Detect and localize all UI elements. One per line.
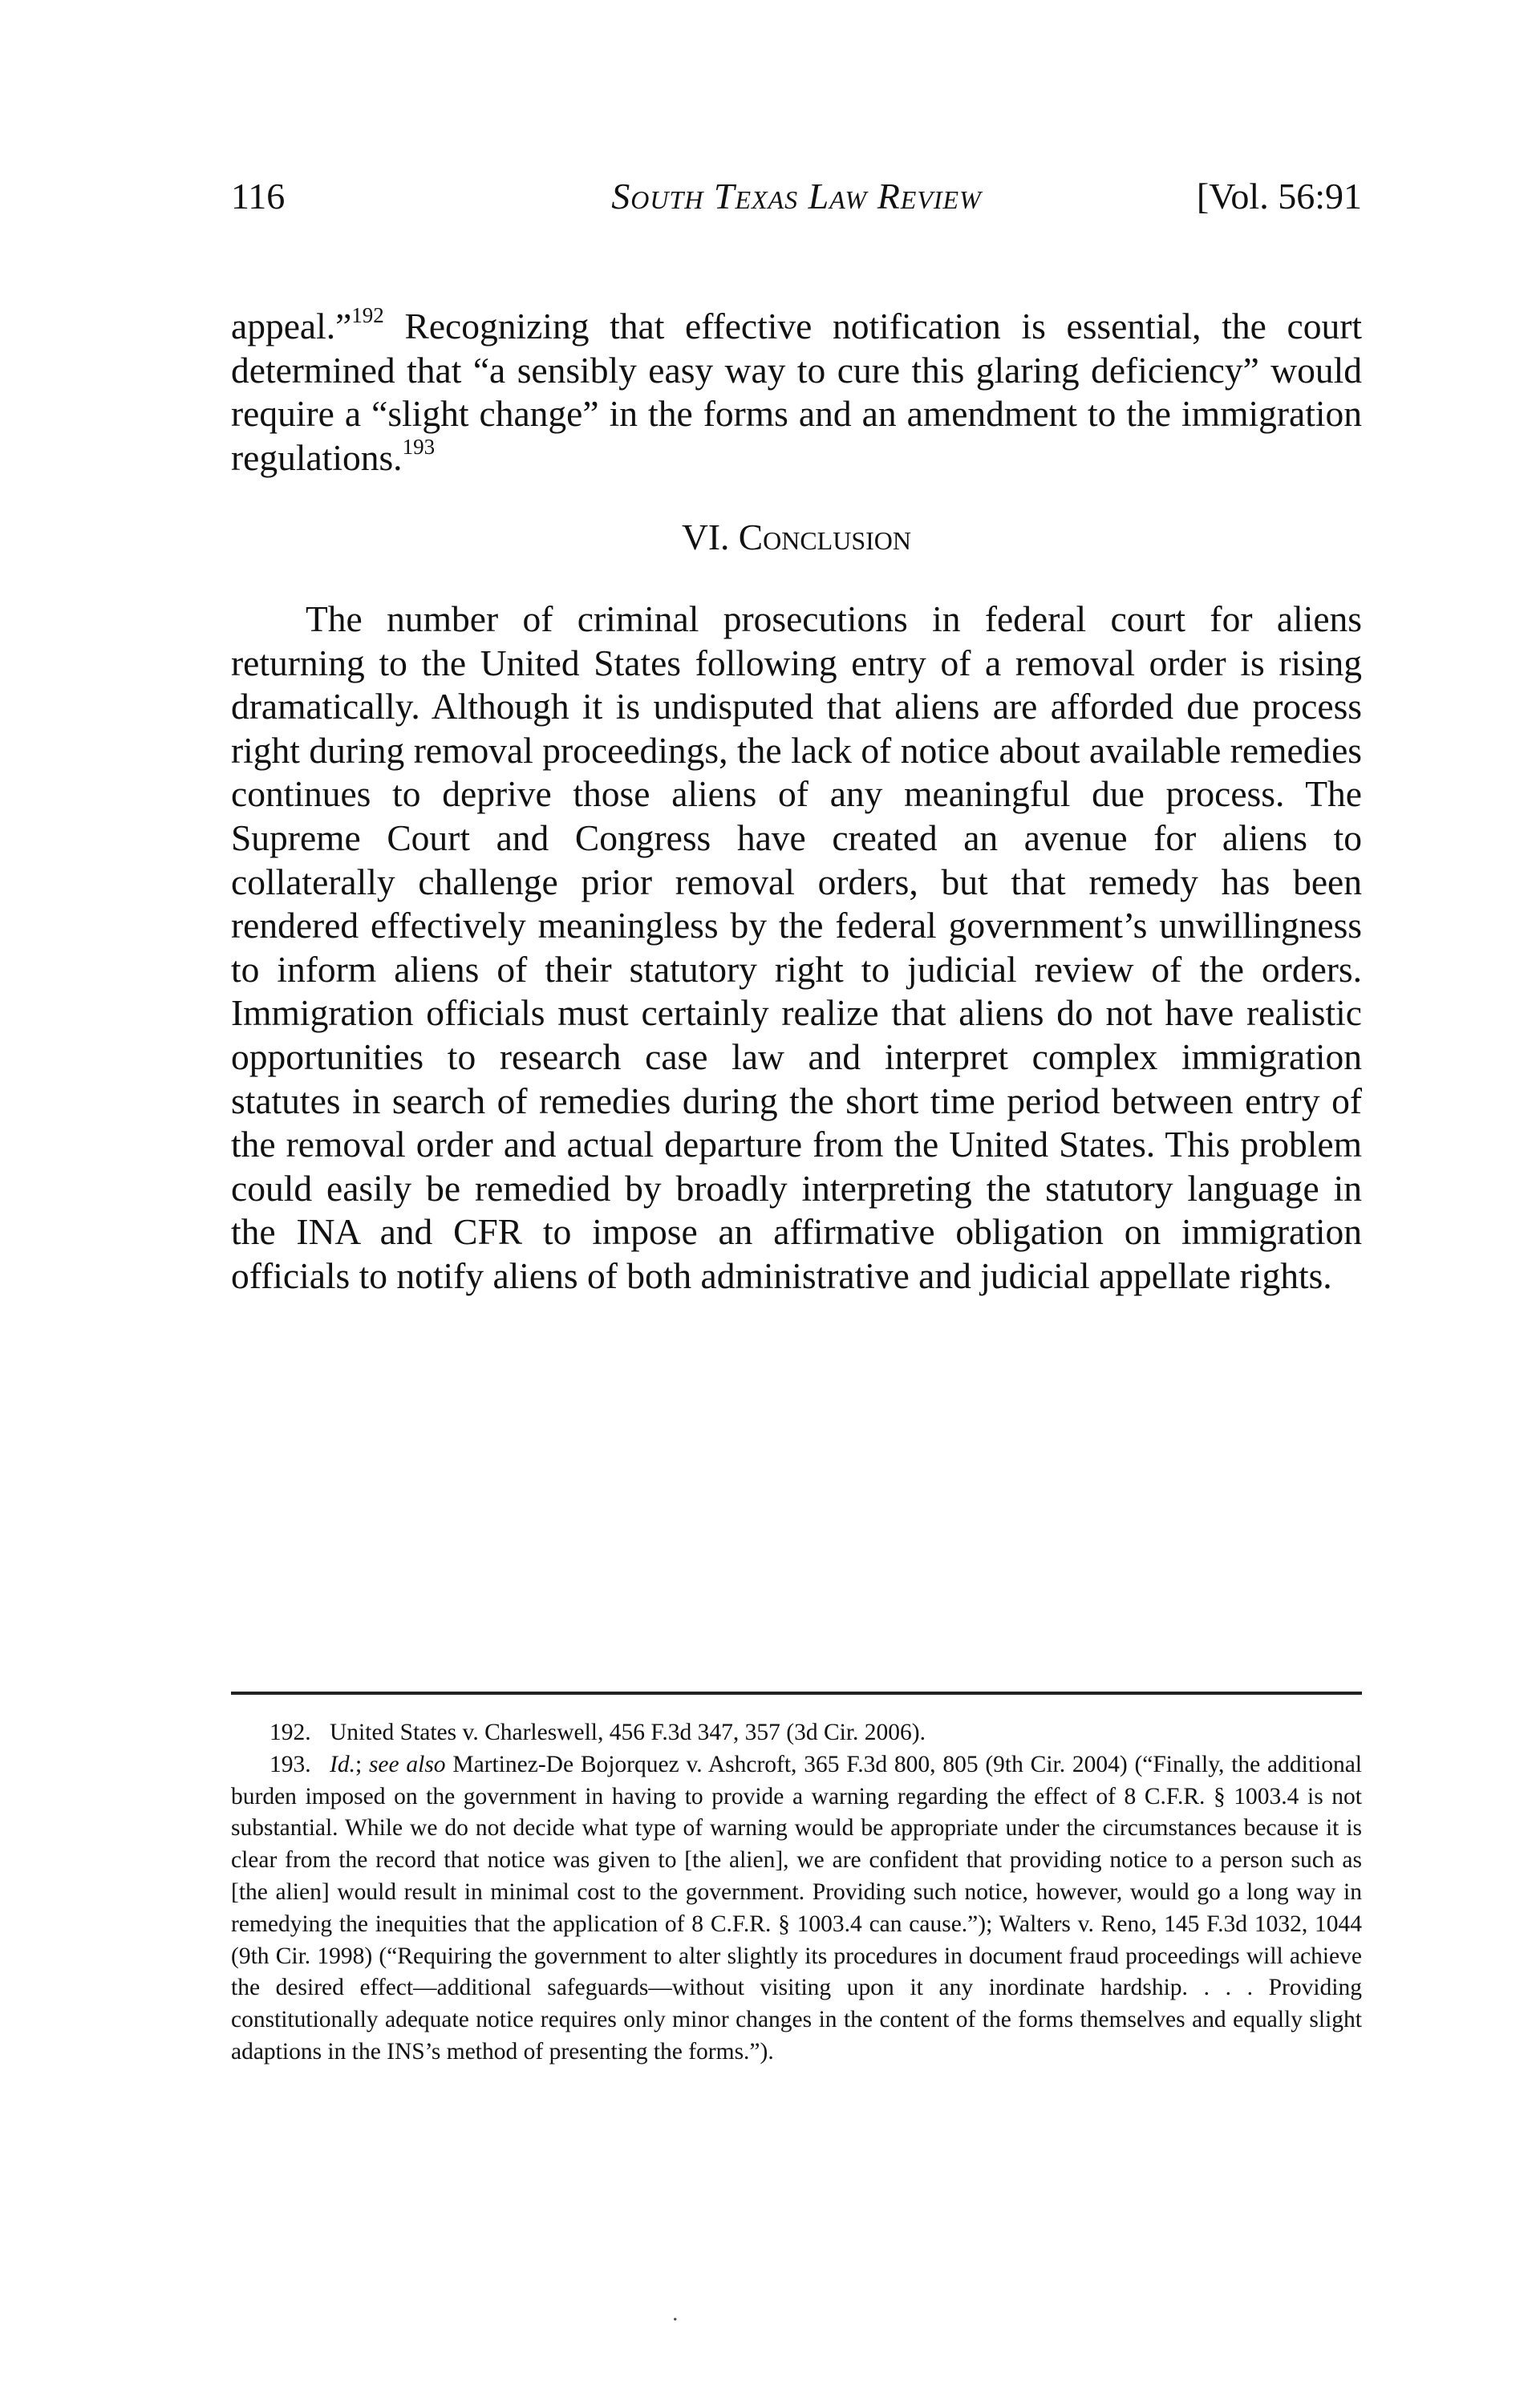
page-number: 116 <box>231 176 286 217</box>
footnote-ref-193[interactable]: 193 <box>402 434 436 459</box>
paragraph-text: appeal.” <box>231 306 352 346</box>
footnote-number: 193. <box>270 1751 311 1777</box>
footnote-divider <box>231 1692 1362 1695</box>
footnote-id-signal: Id. <box>330 1751 355 1777</box>
footnote-ref-192[interactable]: 192 <box>351 303 384 327</box>
footnotes <box>231 1717 1362 2069</box>
volume-citation: [Vol. 56:91 <box>1196 176 1362 217</box>
footnote-text: United States v. Charleswell, 456 F.3d 347, 357 (3d Cir. 2006). <box>330 1720 926 1745</box>
stray-mark: . <box>672 2300 679 2326</box>
main-text <box>231 305 1362 1298</box>
section-title: Conclusion <box>738 517 911 558</box>
footnote-193 <box>231 1749 1362 2069</box>
paragraph-continued <box>231 305 1362 480</box>
conclusion-paragraph: The number of criminal prosecutions in federal court for aliens returning to the United States following entry of a removal order is rising dramatically. Although it is undisputed that aliens are afforded due process right during removal proceedings, the lack of notice about available remedies continues to deprive those aliens of any meaningful due process. The Supreme Court and Congress have created an avenue for aliens to collaterally challenge prior removal orders, but that remedy has been rendered effectively meaningless by the federal government’s unwillingness to inform aliens of their statutory right to judicial review of the orders. Immigration officials must certainly realize that aliens do not have realistic opportunities to research case law and interpret complex immigration statutes in search of remedies during the short time period between entry of the removal order and actual departure from the United States. This problem could easily be remedied by broadly interpreting the statutory language in the INA and CFR to impose an affirmative obligation on immigration officials to notify aliens of both administrative and judicial appellate rights. <box>231 598 1362 1296</box>
paragraph-text: Recognizing that effective notification is essential, the court determined that “a sensibly easy way to cure this glaring deficiency” would require a “slight change” in the forms and an amendment to the immigration regulations. <box>231 306 1362 478</box>
journal-title: South Texas Law Review <box>611 176 982 217</box>
running-header <box>231 175 1362 231</box>
footnote-see-also-signal: see also <box>368 1751 446 1777</box>
footnote-text: Martinez-De Bojorquez v. Ashcroft, 365 F.3d 800, 805 (9th Cir. 2004) (“Finally, the additional burden imposed on the government in having to provide a warning regarding the effect of 8 C.F.R. § 1003.4 is not substantial. While we do not decide what type of warning would be appropriate under the circumstances because it is clear from the record that notice was given to [the alien], we are confident that providing notice to a person such as [the alien] would result in minimal cost to the government. Providing such notice, however, would go a long way in remedying the inequities that the application of 8 C.F.R. § 1003.4 can cause.”); Walters v. Reno, 145 F.3d 1032, 1044 (9th Cir. 1998) (“Requiring the government to alter slightly its procedures in document fraud proceedings will achieve the desired effect—additional safeguards—without visiting upon it any inordinate hardship. . . . Providing constitutionally adequate notice requires only minor changes in the content of the forms themselves and equally slight adaptions in the INS’s method of presenting the forms.”). <box>231 1751 1362 2065</box>
section-heading <box>231 516 1362 560</box>
footnote-number: 192. <box>270 1720 311 1745</box>
footnote-192 <box>231 1717 1362 1749</box>
footnote-separator: ; <box>355 1751 369 1777</box>
section-number: VI. <box>681 517 730 558</box>
